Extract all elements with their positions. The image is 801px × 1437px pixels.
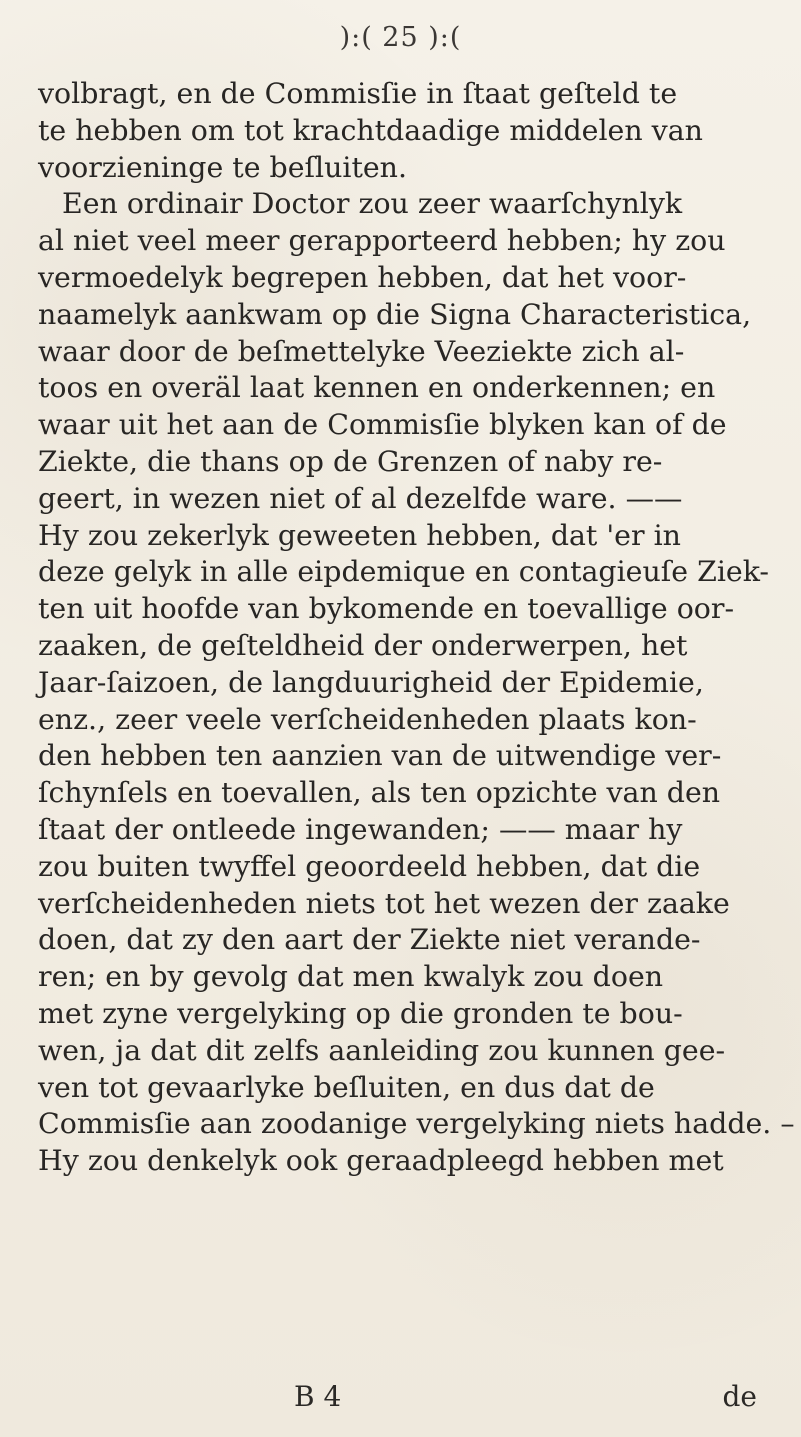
text-line: met zyne vergelyking op die gronden te bou- <box>38 996 683 1030</box>
text-line: toos en overäl laat kennen en onderkennen; en <box>38 371 716 405</box>
text-line: ten uit hoofde van bykomende en toevallige oor- <box>38 592 735 626</box>
text-line: Hy zou denkelyk ook geraadpleegd hebben met <box>38 1144 724 1178</box>
text-line: waar door de beſmettelyke Veeziekte zich al- <box>38 334 685 368</box>
text-line: volbragt, en de Commisſie in ſtaat geſteld te <box>38 77 678 110</box>
text-line: te hebben om tot krachtdaadige middelen van <box>38 113 703 147</box>
page-footer <box>38 1380 765 1418</box>
text-line: enz., zeer veele verſcheidenheden plaats kon- <box>38 702 697 736</box>
text-line: vermoedelyk begrepen hebben, dat het voor- <box>38 260 687 294</box>
text-line: Ziekte, die thans op de Grenzen of naby re- <box>38 444 663 478</box>
text-line: zaaken, de geſteldheid der onderwerpen, het <box>38 628 688 662</box>
running-head: ):( 25 ):( <box>339 22 462 53</box>
text-line: Een ordinair Doctor zou zeer waarſchynlyk <box>62 187 683 221</box>
text-line: verſcheidenheden niets tot het wezen der zaake <box>38 886 730 920</box>
text-line: ſtaat der ontleede ingewanden; —— maar hy <box>38 812 683 846</box>
text-line: doen, dat zy den aart der Ziekte niet verande- <box>38 923 701 957</box>
text-line: naamelyk aankwam op die Signa Characteristica, <box>38 297 752 331</box>
text-line: wen, ja dat dit zelfs aanleiding zou kunnen gee- <box>38 1033 726 1067</box>
text-line: waar uit het aan de Commisſie blyken kan of de <box>38 408 727 442</box>
text-line: ren; en by gevolg dat men kwalyk zou doen <box>38 960 664 994</box>
text-line: al niet veel meer gerapporteerd hebben; hy zou <box>38 224 726 258</box>
text-line: deze gelyk in alle eipdemique en contagieuſe Ziek- <box>38 555 770 589</box>
page-text <box>38 76 795 1180</box>
text-line: zou buiten twyffel geoordeeld hebben, dat die <box>38 849 701 883</box>
text-line: geert, in wezen niet of al dezelfde ware. —— <box>38 481 683 515</box>
text-line: den hebben ten aanzien van de uitwendige ver- <box>38 739 722 773</box>
text-line: Jaar-ſaizoen, de langduurigheid der Epidemie, <box>38 665 704 699</box>
catchword: de <box>722 1380 757 1413</box>
text-line: ſchynſels en toevallen, als ten opzichte van den <box>38 776 721 810</box>
text-line: Hy zou zekerlyk geweeten hebben, dat 'er in <box>38 518 681 552</box>
text-line: ven tot gevaarlyke beſluiten, en dus dat de <box>38 1070 655 1104</box>
signature-mark: B 4 <box>294 1380 342 1413</box>
text-line: Commisſie aan zoodanige vergelyking niets hadde. – <box>38 1107 795 1141</box>
text-line: voorzieninge te beſluiten. <box>38 150 407 184</box>
